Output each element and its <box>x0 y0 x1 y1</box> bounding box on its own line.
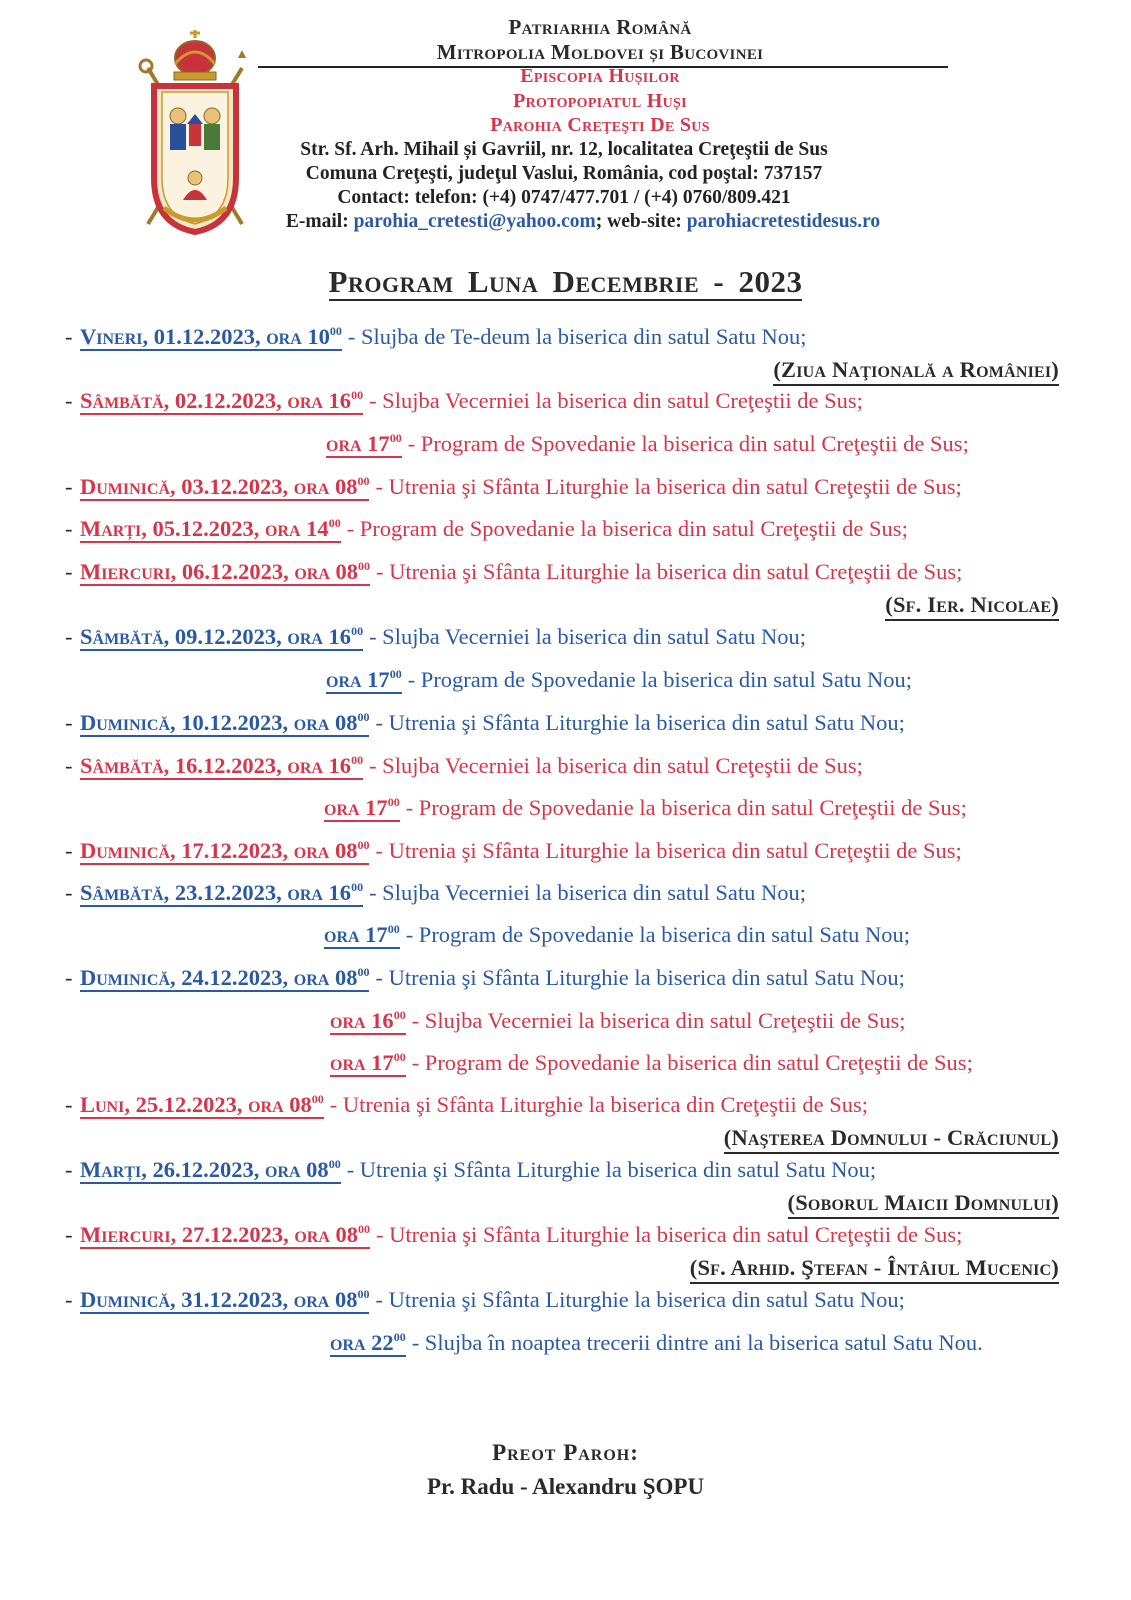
list-dash: - <box>65 965 73 990</box>
event-date-text: Duminică, 10.12.2023, ora 08 <box>80 710 358 735</box>
schedule-row <box>0 793 1131 823</box>
event-minutes: 00 <box>328 516 341 530</box>
event-minutes: 00 <box>357 474 370 488</box>
list-dash: - <box>65 324 73 349</box>
email-link[interactable]: parohia_cretesti@yahoo.com <box>353 211 596 232</box>
event-date-text: ora 17 <box>326 667 390 692</box>
list-dash: - <box>65 1157 73 1182</box>
list-dash: - <box>65 474 73 499</box>
event-datetime <box>80 624 363 651</box>
event-minutes: 00 <box>393 1008 406 1022</box>
event-datetime <box>80 1157 341 1184</box>
event-datetime <box>324 795 400 822</box>
schedule-row <box>0 963 1131 993</box>
schedule-row <box>0 322 1131 352</box>
event-description: - Utrenia şi Sfânta Liturghie la biserica din satul Satu Nou; <box>346 1157 877 1182</box>
schedule-entry <box>80 386 863 416</box>
schedule-row <box>0 920 1131 950</box>
event-minutes: 00 <box>311 1092 324 1106</box>
event-description: - Program de Spovedanie la biserica din satul Creţeştii de Sus; <box>405 795 967 820</box>
feast-note: (Ziua Naţională a României) <box>773 356 1059 386</box>
event-minutes: 00 <box>357 1287 370 1301</box>
schedule-row <box>0 751 1131 781</box>
header-parish: Parohia Creţeşti De Sus <box>490 114 710 136</box>
event-description: - Slujba Vecerniei la biserica din satul Satu Nou; <box>369 624 807 649</box>
schedule-row <box>0 1048 1131 1078</box>
event-minutes: 00 <box>329 324 342 338</box>
schedule-entry <box>80 557 962 587</box>
list-dash: - <box>65 1222 73 1247</box>
event-description: - Utrenia şi Sfânta Liturghie la biserica din satul Satu Nou; <box>375 710 905 735</box>
event-minutes: 00 <box>351 753 364 767</box>
event-minutes: 00 <box>389 431 402 445</box>
feast-note: (Naşterea Domnului - Crăciunul) <box>724 1124 1059 1154</box>
schedule-entry <box>80 836 962 866</box>
schedule-entry <box>80 622 806 652</box>
schedule-row <box>0 429 1131 459</box>
schedule-entry <box>80 751 863 781</box>
schedule-entry <box>80 472 962 502</box>
website-link[interactable]: parohiacretestidesus.ro <box>686 211 881 232</box>
schedule-row <box>0 557 1131 587</box>
event-date-text: ora 17 <box>330 1050 394 1075</box>
list-dash: - <box>65 624 73 649</box>
event-description: - Program de Spovedanie la biserica din satul Creţeştii de Sus; <box>411 1050 973 1075</box>
event-minutes: 00 <box>358 1222 371 1236</box>
event-minutes: 00 <box>358 559 371 573</box>
schedule-row <box>0 1220 1131 1250</box>
event-description: - Utrenia şi Sfânta Liturghie la biserica din satul Satu Nou; <box>375 1287 905 1312</box>
event-description: - Utrenia şi Sfânta Liturghie la biserica din satul Creţeştii de Sus; <box>376 559 963 584</box>
event-description: - Slujba de Te-deum la biserica din satul Satu Nou; <box>347 324 807 349</box>
contact-separator: ; <box>595 211 603 232</box>
event-date-text: ora 17 <box>324 922 388 947</box>
signature-name: Pr. Radu - Alexandru ŞOPU <box>426 1474 705 1499</box>
list-dash: - <box>65 559 73 584</box>
schedule-row <box>0 1285 1131 1315</box>
event-datetime <box>326 431 402 458</box>
event-minutes: 00 <box>328 1157 341 1171</box>
signature-role: Preot Paroh: <box>492 1440 639 1465</box>
list-dash: - <box>65 838 73 863</box>
event-minutes: 00 <box>393 1050 406 1064</box>
event-description: - Slujba Vecerniei la biserica din satul Creţeştii de Sus; <box>369 388 863 413</box>
event-minutes: 00 <box>351 388 364 402</box>
event-date-text: ora 22 <box>330 1330 394 1355</box>
event-description: - Slujba în noaptea trecerii dintre ani la biserica satul Satu Nou. <box>411 1330 983 1355</box>
schedule-entry <box>80 878 806 908</box>
schedule-entry <box>330 1048 973 1078</box>
list-dash: - <box>65 753 73 778</box>
event-minutes: 00 <box>351 624 364 638</box>
schedule-entry <box>326 665 912 695</box>
feast-note: (Sf. Ier. Nicolae) <box>885 591 1059 621</box>
event-date-text: ora 17 <box>324 795 388 820</box>
event-date-text: Duminică, 24.12.2023, ora 08 <box>80 965 358 990</box>
schedule-entry <box>326 429 969 459</box>
event-date-text: ora 16 <box>330 1008 394 1033</box>
event-description: - Program de Spovedanie la biserica din satul Creţeştii de Sus; <box>407 431 969 456</box>
schedule-entry <box>80 1285 905 1315</box>
schedule-entry <box>330 1006 906 1036</box>
event-datetime <box>80 838 369 865</box>
event-description: - Program de Spovedanie la biserica din satul Satu Nou; <box>407 667 912 692</box>
event-datetime <box>326 667 402 694</box>
event-description: - Program de Spovedanie la biserica din satul Satu Nou; <box>405 922 910 947</box>
contact-phone: Contact: telefon: (+4) 0747/477.701 / (+4) 0760/809.421 <box>337 187 791 208</box>
feast-note: (Soborul Maicii Domnului) <box>788 1189 1059 1219</box>
event-date-text: Duminică, 17.12.2023, ora 08 <box>80 838 358 863</box>
schedule-row <box>0 1328 1131 1358</box>
event-datetime <box>80 880 363 907</box>
event-minutes: 00 <box>387 922 400 936</box>
schedule-row <box>0 1155 1131 1185</box>
event-description: - Program de Spovedanie la biserica din satul Creţeştii de Sus; <box>346 516 908 541</box>
schedule-entry <box>324 793 967 823</box>
schedule-entry <box>324 920 910 950</box>
event-date-text: Duminică, 03.12.2023, ora 08 <box>80 474 358 499</box>
event-minutes: 00 <box>357 838 370 852</box>
schedule-row <box>0 1006 1131 1036</box>
event-datetime <box>330 1008 406 1035</box>
event-minutes: 00 <box>351 880 364 894</box>
schedule-row <box>0 472 1131 502</box>
event-datetime <box>80 324 342 351</box>
event-minutes: 00 <box>357 710 370 724</box>
schedule-entry <box>80 322 806 352</box>
event-datetime <box>80 965 369 992</box>
list-dash: - <box>65 516 73 541</box>
event-minutes: 00 <box>393 1330 406 1344</box>
schedule-entry <box>330 1328 983 1358</box>
header-metropolis: Mitropolia Moldovei și Bucovinei <box>436 40 764 64</box>
schedule-row <box>0 622 1131 652</box>
website-label: web-site: <box>607 211 682 232</box>
schedule-entry <box>80 963 905 993</box>
event-minutes: 00 <box>389 667 402 681</box>
schedule-row <box>0 386 1131 416</box>
schedule-entry <box>80 514 908 544</box>
schedule-row <box>0 836 1131 866</box>
list-dash: - <box>65 1287 73 1312</box>
event-date-text: Luni, 25.12.2023, ora 08 <box>80 1092 312 1117</box>
event-minutes: 00 <box>387 795 400 809</box>
schedule-row <box>0 878 1131 908</box>
email-label: E-mail: <box>285 211 349 232</box>
list-dash: - <box>65 1092 73 1117</box>
event-datetime <box>80 710 369 737</box>
event-datetime <box>80 1092 324 1119</box>
event-description: - Slujba Vecerniei la biserica din satul Creţeştii de Sus; <box>411 1008 906 1033</box>
event-datetime <box>80 753 363 780</box>
event-date-text: Marți, 26.12.2023, ora 08 <box>80 1157 329 1182</box>
event-date-text: Duminică, 31.12.2023, ora 08 <box>80 1287 358 1312</box>
event-datetime <box>324 922 400 949</box>
event-datetime <box>80 1287 369 1314</box>
event-date-text: Sâmbătă, 16.12.2023, ora 16 <box>80 753 352 778</box>
event-description: - Slujba Vecerniei la biserica din satul Satu Nou; <box>369 880 807 905</box>
page-title: Program Luna Decembrie - 2023 <box>328 264 803 299</box>
event-description: - Utrenia şi Sfânta Liturghie la biserica din satul Creţeştii de Sus; <box>376 1222 963 1247</box>
list-dash: - <box>65 880 73 905</box>
event-description: - Utrenia şi Sfânta Liturghie la biserica din satul Creţeştii de Sus; <box>375 838 962 863</box>
event-minutes: 00 <box>357 965 370 979</box>
event-description: - Utrenia şi Sfânta Liturghie la biserica din satul Creţeştii de Sus; <box>375 474 962 499</box>
event-date-text: Miercuri, 27.12.2023, ora 08 <box>80 1222 359 1247</box>
schedule-row <box>0 514 1131 544</box>
list-dash: - <box>65 388 73 413</box>
schedule-entry <box>80 708 905 738</box>
header-patriarchy: Patriarhia Română <box>508 15 692 39</box>
header-diocese: Episcopia Hușilor <box>520 65 680 87</box>
schedule-row <box>0 665 1131 695</box>
event-date-text: Miercuri, 06.12.2023, ora 08 <box>80 559 359 584</box>
schedule-row <box>0 1090 1131 1120</box>
event-datetime <box>330 1330 406 1357</box>
schedule-entry <box>80 1090 868 1120</box>
schedule-entry <box>80 1220 962 1250</box>
event-description: - Utrenia şi Sfânta Liturghie la biserica din satul Satu Nou; <box>375 965 905 990</box>
address-street: Str. Sf. Arh. Mihail și Gavriil, nr. 12, localitatea Creţeştii de Sus <box>300 139 828 160</box>
event-datetime <box>80 388 363 415</box>
event-datetime <box>330 1050 406 1077</box>
event-datetime <box>80 474 369 501</box>
event-date-text: Marți, 05.12.2023, ora 14 <box>80 516 329 541</box>
event-date-text: Vineri, 01.12.2023, ora 10 <box>80 324 330 349</box>
contact-online <box>258 211 908 233</box>
event-datetime <box>80 559 370 586</box>
event-date-text: Sâmbătă, 23.12.2023, ora 16 <box>80 880 352 905</box>
event-description: - Utrenia şi Sfânta Liturghie la biserica din Creţeştii de Sus; <box>329 1092 868 1117</box>
feast-note: (Sf. Arhid. Ştefan - Întâiul Mucenic) <box>690 1254 1059 1284</box>
schedule-row <box>0 708 1131 738</box>
event-datetime <box>80 516 341 543</box>
event-date-text: Sâmbătă, 09.12.2023, ora 16 <box>80 624 352 649</box>
church-coat-of-arms-icon <box>134 28 256 238</box>
list-dash: - <box>65 710 73 735</box>
event-date-text: Sâmbătă, 02.12.2023, ora 16 <box>80 388 352 413</box>
event-date-text: ora 17 <box>326 431 390 456</box>
event-description: - Slujba Vecerniei la biserica din satul Creţeştii de Sus; <box>369 753 863 778</box>
address-commune: Comuna Creţeşti, judeţul Vaslui, România, cod poştal: 737157 <box>305 163 823 184</box>
event-datetime <box>80 1222 370 1249</box>
schedule-entry <box>80 1155 876 1185</box>
header-deanery: Protopopiatul Huși <box>513 90 687 112</box>
